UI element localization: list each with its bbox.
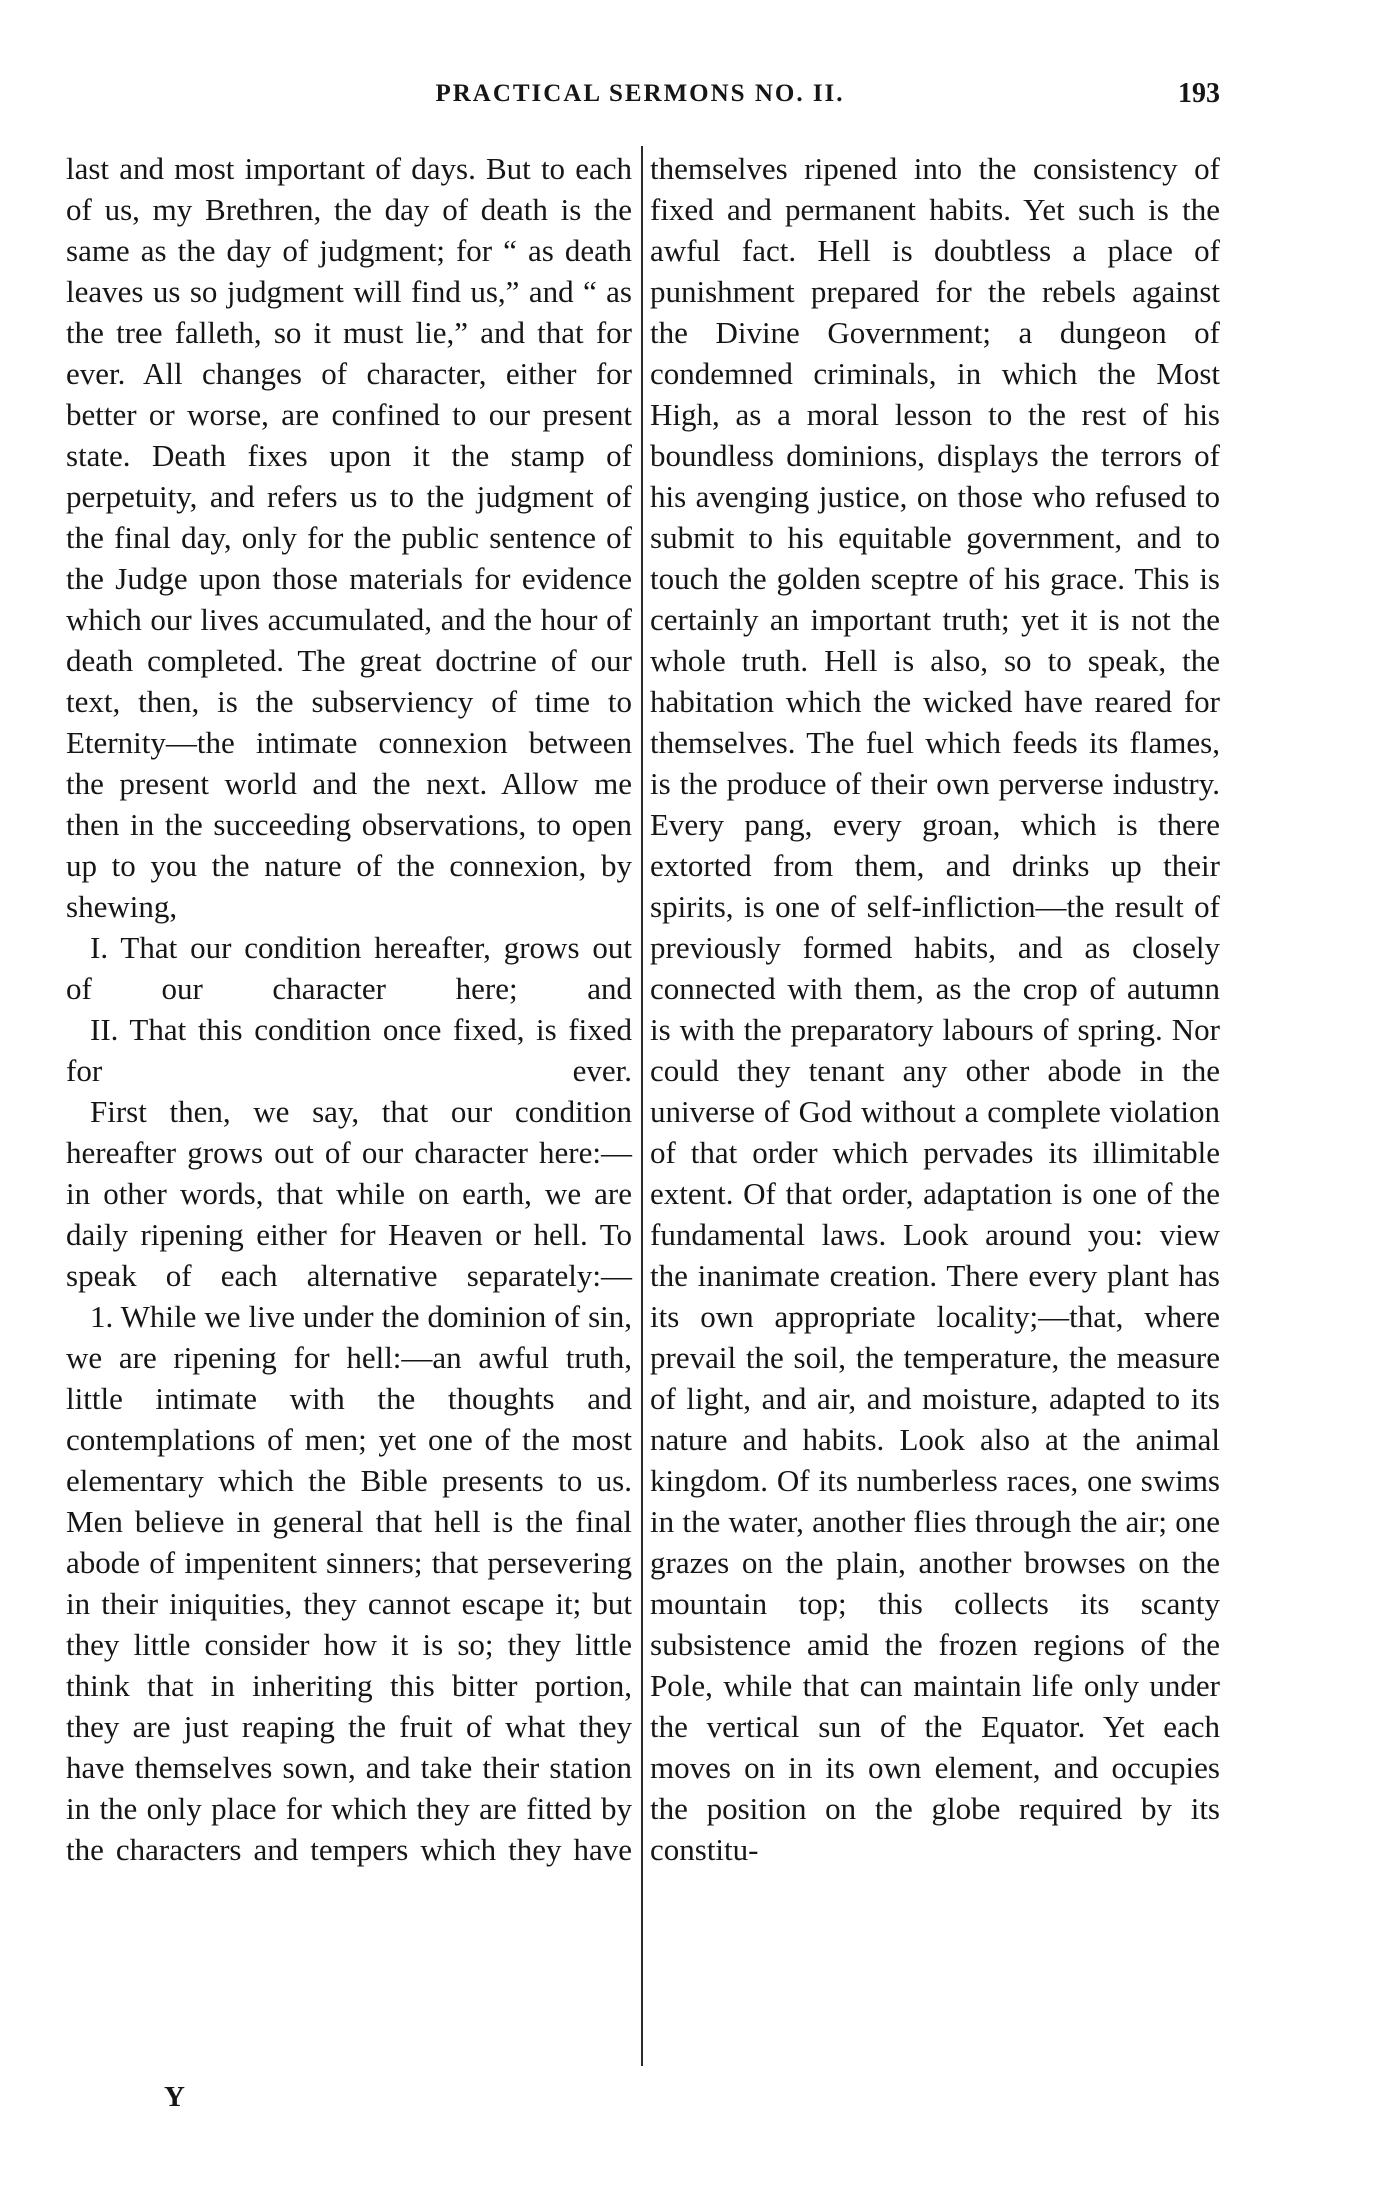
left-paragraph-3: II. That this condition once fixed, is fixed for ever. [66,1012,632,1088]
signature-mark: Y [164,2081,185,2113]
right-paragraph-1: themselves ripened into the consistency of fixed and permanent habits. Yet such is the awful fact. Hell is doubtless a place of punishment prepared for the rebels against the Divine Government; a dungeon of condemned criminals, in which the Most High, as a moral lesson to the rest of his boundless dominions, displays the terrors of his avenging justice, on those who refused to submit to his equitable government, and to touch the golden sceptre of his grace. This is certainly an important truth; yet it is not the whole truth. Hell is also, so to speak, the habitation which the wicked have reared for themselves. The fuel which feeds its flames, is the produce of their own perverse industry. Every pang, every groan, which is there extorted from them, and drinks up their spirits, is one of self-infliction—the result of previously formed habits, and as closely connected with them, as the crop of autumn is with the preparatory labours of spring. Nor could they tenant any other abode in the universe of God without a complete violation of that order which pervades its illimitable extent. Of that order, adaptation is one of the fundamental laws. Look around you: view the inanimate creation. There every plant has its own appropriate locality;—that, where prevail the soil, the temperature, the measure of light, and air, and moisture, adapted to its nature and habits. Look also at the animal kingdom. Of its numberless races, one swims in the water, another flies through the air; one grazes on the plain, another browses on the mountain top; this collects its scanty subsistence amid the frozen regions of the Pole, while that can maintain life only under the vertical sun of the Equator. Yet each moves on in its own element, and occupies the position on the globe required by its constitu- [650,151,1220,1867]
column-divider [641,146,643,2066]
left-column [66,148,632,1870]
right-column [650,148,1220,1870]
left-paragraph-1: last and most important of days. But to each of us, my Brethren, the day of death is the same as the day of judgment; for “ as death leaves us so judgment will find us,” and “ as the tree falleth, so it must lie,” and that for ever. All changes of character, either for better or worse, are confined to our present state. Death fixes upon it the stamp of perpetuity, and refers us to the judgment of the final day, only for the public sentence of the Judge upon those materials for evidence which our lives accumulated, and the hour of death completed. The great doctrine of our text, then, is the subserviency of time to Eternity—the intimate connexion between the present world and the next. Allow me then in the succeeding observations, to open up to you the nature of the connexion, by shewing, [66,151,632,924]
left-paragraph-5: 1. While we live under the dominion of sin, we are ripening for hell:—an awful truth, little intimate with the thoughts and contemplations of men; yet one of the most elementary which the Bible presents to us. Men believe in general that hell is the final abode of impenitent sinners; that persevering in their iniquities, they cannot escape it; but they little consider how it is so; they little think that in inheriting this bitter portion, they are just reaping the fruit of what they have themselves sown, and take their station in the only place for which they are fitted by the characters and tempers which they have [66,1299,632,1867]
left-paragraph-2: I. That our condition hereafter, grows out of our character here; and [66,930,632,1006]
left-paragraph-4: First then, we say, that our condition hereafter grows out of our character here:—in other words, that while on earth, we are daily ripening either for Heaven or hell. To speak of each alternative separately:— [66,1094,632,1293]
page-number: 193 [1178,78,1220,109]
running-head: PRACTICAL SERMONS NO. II. [435,80,845,107]
